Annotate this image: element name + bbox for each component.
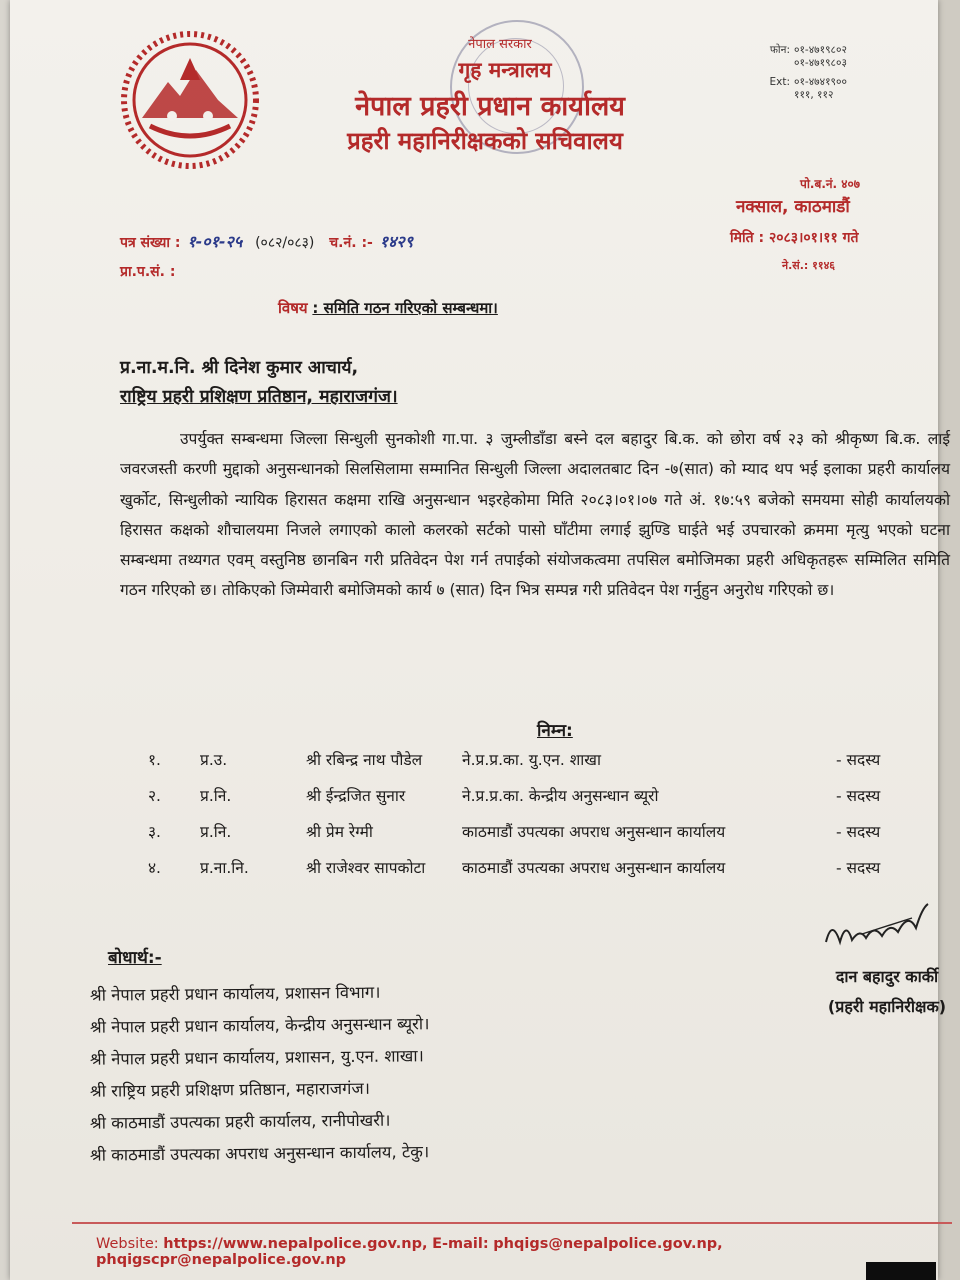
member-number: ३. [148, 823, 161, 841]
letter-date: मिति : २०८३।०१।११ गते [730, 230, 859, 246]
member-rank: प्र.नि. [200, 823, 232, 841]
member-row [148, 856, 908, 892]
member-number: ४. [148, 859, 161, 877]
members-list [148, 748, 908, 892]
member-rank: प्र.उ. [200, 751, 228, 769]
list-item: श्री राष्ट्रिय प्रहरी प्रशिक्षण प्रतिष्ठान, महाराजगंज। [89, 1078, 371, 1101]
letter-sheet [10, 0, 950, 1280]
subject-line [278, 298, 498, 318]
handwritten-signature [822, 898, 932, 958]
member-role: - सदस्य [836, 823, 881, 841]
phone-2: ०१-४७१९८०३ [794, 57, 847, 69]
ext-label: Ext: [769, 76, 790, 88]
secretariat-heading: प्रहरी महानिरीक्षकको सचिवालय [347, 127, 623, 155]
member-unit: काठमाडौं उपत्यका अपराध अनुसन्धान कार्यालय [462, 823, 726, 841]
signer-name: दान बहादुर कार्की [835, 967, 939, 986]
ext-1: ०१-४७४१९०० [794, 76, 847, 88]
contact-block [750, 44, 847, 102]
member-role: - सदस्य [836, 859, 881, 877]
gov-heading: नेपाल सरकार [468, 37, 532, 52]
list-item: श्री काठमाडौं उपत्यका प्रहरी कार्यालय, रानीपोखरी। [89, 1110, 391, 1133]
body-paragraph: उपर्युक्त सम्बन्धमा जिल्ला सिन्धुली सुनकोशी गा.पा. ३ जुम्लीडाँडा बस्ने दल बहादुर बि.क. को छोरा वर्ष २३ को श्रीकृष्ण बि.क. लाई जवरजस्ती करणी मुद्दाको अनुसन्धानको सिलसिलामा सम्मानित सिन्धुली जिल्ला अदालतबाट दिन -७(सात) को म्याद थप भई इलाका प्रहरी कार्यालय खुर्कोट, सिन्धुलीको न्यायिक हिरासत कक्षमा राखि अनुसन्धान भइरहेकोमा मिति २०८३।०१।०७ गते अं. १७:५९ बजेको समयमा सोही कार्यालयको हिरासत कक्षको शौचालयमा निजले लगाएको कालो कलरको सर्टको पासो घाँटीमा लगाई झुण्डि घाईते भई उपचारको क्रममा मृत्यु भएको घटना सम्बन्धमा तथ्यगत एवम् वस्तुनिष्ठ छानबिन गरी प्रतिवेदन पेश गर्न तपाईको संयोजकत्वमा तपसिल बमोजिमका प्रहरी अधिकृतहरू सम्मिलित समिति गठन गरिएको छ। तोकिएको जिम्मेवारी बमोजिमको कार्य ७ (सात) दिन भित्र सम्पन्न गरी प्रतिवेदन पेश गर्नुहुन अनुरोध गरिएको छ। [120, 430, 950, 600]
member-row [148, 820, 908, 856]
website-link[interactable]: https://www.nepalpolice.gov.np, [163, 1236, 428, 1252]
member-unit: काठमाडौं उपत्यका अपराध अनुसन्धान कार्यालय [462, 859, 726, 877]
member-unit: ने.प्र.प्र.का. यु.एन. शाखा [462, 751, 601, 769]
letter-number-line [120, 230, 413, 252]
signer-block [802, 962, 960, 1022]
member-name: श्री ईन्द्रजित सुनार [306, 787, 406, 805]
members-title: निम्न: [537, 721, 573, 741]
member-row [148, 784, 908, 820]
chalani-label: च.नं. :- [329, 235, 373, 251]
prapa-label: प्रा.प.सं. : [120, 264, 176, 280]
po-box: पो.ब.नं. ४०७ [800, 177, 861, 191]
signer-title: (प्रहरी महानिरीक्षक) [827, 997, 947, 1016]
subject-label: विषय [278, 299, 308, 317]
member-name: श्री प्रेम रेग्मी [306, 823, 373, 841]
member-unit: ने.प्र.प्र.का. केन्द्रीय अनुसन्धान ब्यूरो [462, 787, 659, 805]
member-rank: प्र.नि. [200, 787, 232, 805]
member-rank: प्र.ना.नि. [200, 859, 249, 877]
city-address: नक्साल, काठमाडौं [736, 197, 850, 217]
patra-number: १-०१-२५ [187, 232, 243, 251]
footer [96, 1236, 938, 1268]
member-number: २. [148, 787, 161, 805]
ext-2: १११, ११२ [794, 89, 834, 101]
phone-1: ०१-४७१९८०२ [794, 44, 847, 56]
footer-divider [72, 1222, 952, 1224]
nepal-samvat-date: ने.सं.: ११४६ [782, 259, 836, 272]
website-label: Website: [96, 1236, 159, 1252]
member-role: - सदस्य [836, 787, 881, 805]
nepal-emblem-icon [120, 30, 260, 170]
bodharth-list [90, 978, 429, 1170]
member-role: - सदस्य [836, 751, 881, 769]
recipient-line-1: प्र.ना.म.नि. श्री दिनेश कुमार आचार्य, [120, 358, 359, 378]
office-heading: नेपाल प्रहरी प्रधान कार्यालय [355, 91, 625, 122]
list-item: श्री काठमाडौं उपत्यका अपराध अनुसन्धान कार्यालय, टेकु। [89, 1142, 430, 1165]
email-links[interactable]: phqigs@nepalpolice.gov.np, phqigscpr@nepalpolice.gov.np [96, 1236, 723, 1268]
recipient-line-2: राष्ट्रिय प्रहरी प्रशिक्षण प्रतिष्ठान, महाराजगंज। [120, 387, 398, 407]
member-row [148, 748, 908, 784]
bodharth-title: बोधार्थ:- [108, 948, 162, 968]
subject-text: : समिति गठन गरिएको सम्बन्धमा। [312, 299, 498, 317]
member-number: १. [148, 751, 161, 769]
chalani-number: १४२९ [379, 232, 414, 251]
phone-label: फोन: [769, 44, 790, 56]
email-label: E-mail: [432, 1236, 489, 1252]
list-item: श्री नेपाल प्रहरी प्रधान कार्यालय, केन्द्रीय अनुसन्धान ब्यूरो। [89, 1014, 430, 1037]
corner-shadow [866, 1262, 936, 1280]
ministry-heading: गृह मन्त्रालय [458, 58, 552, 82]
fiscal-year: (०८२/०८३) [255, 235, 315, 251]
member-name: श्री राजेश्वर सापकोटा [306, 859, 426, 877]
list-item: श्री नेपाल प्रहरी प्रधान कार्यालय, प्रशासन, यु.एन. शाखा। [89, 1046, 424, 1069]
member-name: श्री रबिन्द्र नाथ पौडेल [306, 751, 423, 769]
list-item: श्री नेपाल प्रहरी प्रधान कार्यालय, प्रशासन विभाग। [89, 982, 381, 1005]
patra-label: पत्र संख्या : [120, 235, 181, 251]
letter-body [120, 424, 950, 606]
